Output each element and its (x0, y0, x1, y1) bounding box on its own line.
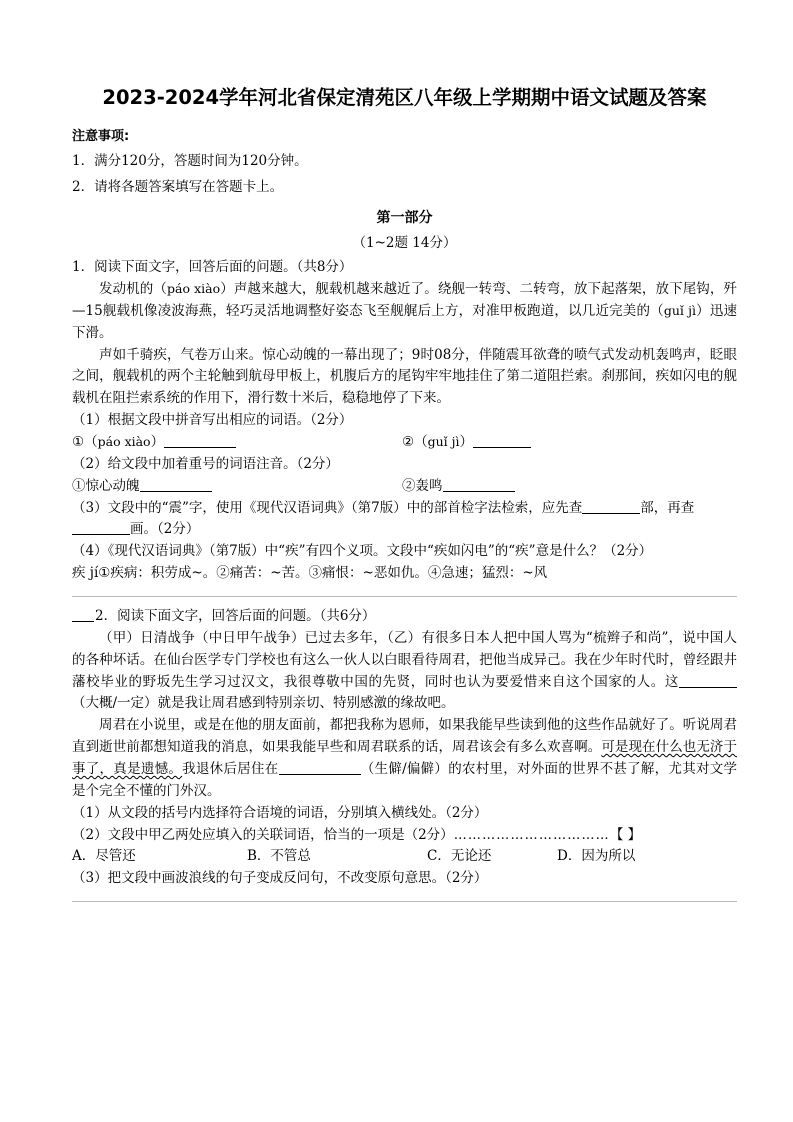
sub2-item-1-label: ①惊心动魄 (72, 477, 140, 494)
dot-leader: …………………………… (453, 827, 610, 843)
question-1-sub-4: （4）《现代汉语词典》（第7版）中“疾”有四个义项。文段中“疾如闪电”的“疾”意是什么？（2分） (72, 543, 653, 560)
question-2-sub-2 (72, 825, 737, 847)
notice-item-1: 1．满分120分，答题时间为120分钟。 (72, 153, 308, 170)
section-divider-1 (72, 596, 737, 597)
passage-text-b: ）声越来越大，舰载机越来越近了。绕舰一转弯、二转弯，放下起落架，放下尾钩，歼—15舰载机像凌波海燕，轻巧灵活地调整好姿态飞至舰艉后上方，对准甲板跑道，以几近完美的（ (72, 281, 738, 319)
sub2-item-1 (72, 476, 402, 498)
option-b[interactable]: B．不管总 (247, 848, 311, 865)
question-1-sub-2: （2）给文段中加着重号的词语注音。（2分） (72, 455, 339, 472)
sub1-item-2-pinyin: guǐ jì (427, 434, 460, 450)
sub2-text: （2）文段中甲乙两处应填入的关联词语，恰当的一项是（2分） (72, 826, 454, 843)
answer-blank[interactable] (72, 521, 130, 536)
notice-item-2: 2．请将各题答案填写在答题卡上。 (72, 179, 284, 196)
question-2-stem (72, 606, 737, 628)
option-d[interactable]: D．因为所以 (557, 848, 636, 865)
question-2-passage-paragraph-2 (72, 715, 737, 802)
answer-blank[interactable] (473, 434, 531, 449)
question-1-sub-1: （1）根据文段中拼音写出相应的词语。（2分） (72, 412, 353, 429)
question-1-passage-paragraph-2: 声如千骑疾，气卷万山来。惊心动魄的一幕出现了；9时08分，伴随震耳欲聋的喷气式发动机轰鸣声，眨眼之间，舰载机的两个主轮触到航母甲板上，机腹后方的尾钩牢牢地挂住了第二道阻拦索。刹那间，疾如闪电的舰载机在阻拦索系统的作用下，滑行数十米后，稳稳地停了下来。 (72, 346, 737, 407)
sub1-item-2 (402, 432, 737, 454)
question-2-options-row (72, 846, 737, 868)
question-1-passage-paragraph-1 (72, 279, 737, 345)
answer-blank[interactable] (164, 434, 236, 449)
sub2-item-2-label: ②轰鸣 (402, 477, 443, 494)
sub1-item-1 (72, 432, 402, 454)
answer-bracket[interactable]: 【 】 (609, 826, 642, 843)
question-2-sub-1: （1）从文段的括号内选择符合语境的词语，分别填入横线处。（2分） (72, 804, 488, 821)
passage-text-c: （生僻/偏僻）的农村里，对外面的世界不甚了解，尤其对文学是个完全不懂的门外汉。 (72, 761, 738, 799)
pinyin-guiji: guǐ jì (663, 302, 696, 318)
question-2-stem-text: 2．阅读下面文字，回答后面的问题。（共6分） (95, 608, 376, 625)
sub3-text-b: 部，再查 (640, 499, 695, 516)
option-c[interactable]: C．无论还 (427, 848, 492, 865)
question-1-sub-4-dictionary-entry: 疾 jí①疾病：积劳成~。②痛苦：~苦。③痛恨：~恶如仇。④急速；猛烈：~风 (72, 565, 548, 582)
section-divider-2 (72, 901, 737, 902)
option-a[interactable]: A．尽管还 (72, 848, 136, 865)
answer-blank[interactable] (582, 499, 640, 514)
notice-heading: 注意事项: (72, 129, 130, 145)
question-1-sub-3 (72, 498, 737, 542)
question-1-stem: 1．阅读下面文字，回答后面的问题。（共8分） (72, 259, 353, 276)
question-2-passage-paragraph-1 (72, 628, 737, 715)
answer-blank[interactable] (679, 673, 737, 688)
answer-blank[interactable] (279, 761, 361, 776)
sub1-item-1-tail: ） (150, 434, 165, 451)
passage-text-c: ）迅速下滑。 (72, 302, 738, 341)
section-subheading: （1~2题 14分） (352, 235, 457, 252)
passage-text-a: 发动机的（ (99, 281, 168, 297)
passage-text-a: 周君在小说里，或是在他的朋友面前，都把我称为恩师，如果我能早些读到他的这些作品就好了。听说周君直到逝世前都想知道我的消息，如果我能早些和周君联系的话，周君该会有多么欢喜啊。 (72, 717, 737, 756)
sub1-item-2-tail: ） (459, 434, 474, 451)
question-2-sub-3: （3）把文段中画波浪线的句子变成反问句，不改变原句意思。（2分） (72, 870, 488, 887)
sub1-item-2-label: ②（ (402, 434, 428, 451)
question-1-sub-2-answer-row (72, 476, 737, 498)
passage-text-b: （大概/一定）就是我让周君感到特别亲切、特别感激的缘故吧。 (72, 695, 455, 712)
passage-text-b: 我退休后居住在 (182, 761, 279, 778)
stem-leading-blank[interactable] (72, 621, 94, 622)
sub3-text-c: 画。（2分） (130, 521, 200, 538)
question-1-sub-1-answer-row (72, 432, 737, 454)
section-heading: 第一部分 (376, 210, 433, 227)
passage-text-a: （甲）日清战争（中日甲午战争）已过去多年，（乙）有很多日本人把中国人骂为“梳辫子和尚”，说中国人的各种坏话。在仙台医学专门学校也有这么一伙人以白眼看待周君，把他当成异己。我在少年时代时，曾经跟井藩校毕业的野坂先生学习过汉文，我很尊敬中国的先贤，同时也认为要爱惜来自这个国家的人。这 (72, 629, 737, 690)
page-title: 2023-2024学年河北省保定清苑区八年级上学期期中语文试题及答案 (102, 86, 707, 109)
pinyin-paoxiao: páo xiào (167, 281, 221, 296)
sub1-item-1-label: ①（ (72, 434, 98, 451)
sub2-item-2 (402, 476, 737, 498)
wavy-underlined-sentence: 可是现在什么也无济于事了，真是遗憾。 (72, 739, 738, 778)
answer-blank[interactable] (443, 477, 515, 492)
sub3-text-a: （3）文段中的“震”字，使用《现代汉语词典》（第7版）中的部首检字法检索，应先查 (72, 499, 583, 516)
answer-blank[interactable] (140, 477, 212, 492)
sub1-item-1-pinyin: páo xiào (97, 434, 151, 450)
